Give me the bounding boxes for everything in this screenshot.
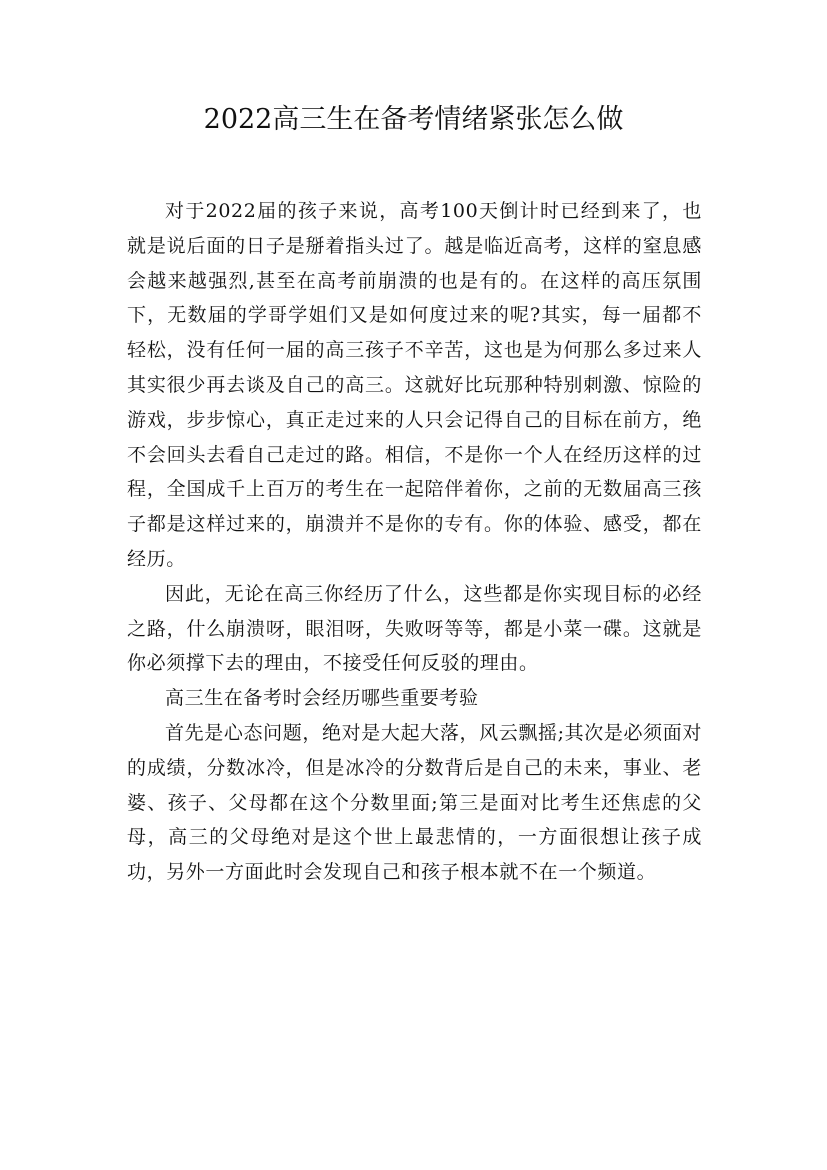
- paragraph-challenges: 首先是心态问题，绝对是大起大落，风云飘摇;其次是必须面对的成绩，分数冰冷，但是冰冷的分数背后是自己的未来，事业、老婆、孩子、父母都在这个分数里面;第三是面对比考生还焦虑的父母，高三的父母绝对是这个世上最悲情的，一方面很想让孩子成功，另外一方面此时会发现自己和孩子根本就不在一个频道。: [127, 721, 702, 884]
- document-title: 2022高三生在备考情绪紧张怎么做: [203, 104, 624, 135]
- section-heading: 高三生在备考时会经历哪些重要考验: [165, 687, 479, 710]
- paragraph-intro: 对于2022届的孩子来说，高考100天倒计时已经到来了，也就是说后面的日子是掰着指头过了。越是临近高考，这样的窒息感会越来越强烈,甚至在高考前崩溃的也是有的。在这样的高压氛围下，无数届的学哥学姐们又是如何度过来的呢?其实，每一届都不轻松，没有任何一届的高三孩子不辛苦，这也是为何那么多过来人其实很少再去谈及自己的高三。这就好比玩那种特别刺激、惊险的游戏，步步惊心，真正走过来的人只会记得自己的目标在前方，绝不会回头去看自己走过的路。相信，不是你一个人在经历这样的过程，全国成千上百万的考生在一起陪伴着你，之前的无数届高三孩子都是这样过来的，崩溃并不是你的专有。你的体验、感受，都在经历。: [127, 200, 702, 570]
- paragraph-therefore: 因此，无论在高三你经历了什么，这些都是你实现目标的必经之路，什么崩溃呀，眼泪呀，失败呀等等，都是小菜一碟。这就是你必须撑下去的理由，不接受任何反驳的理由。: [127, 582, 702, 675]
- document-body: [127, 194, 702, 890]
